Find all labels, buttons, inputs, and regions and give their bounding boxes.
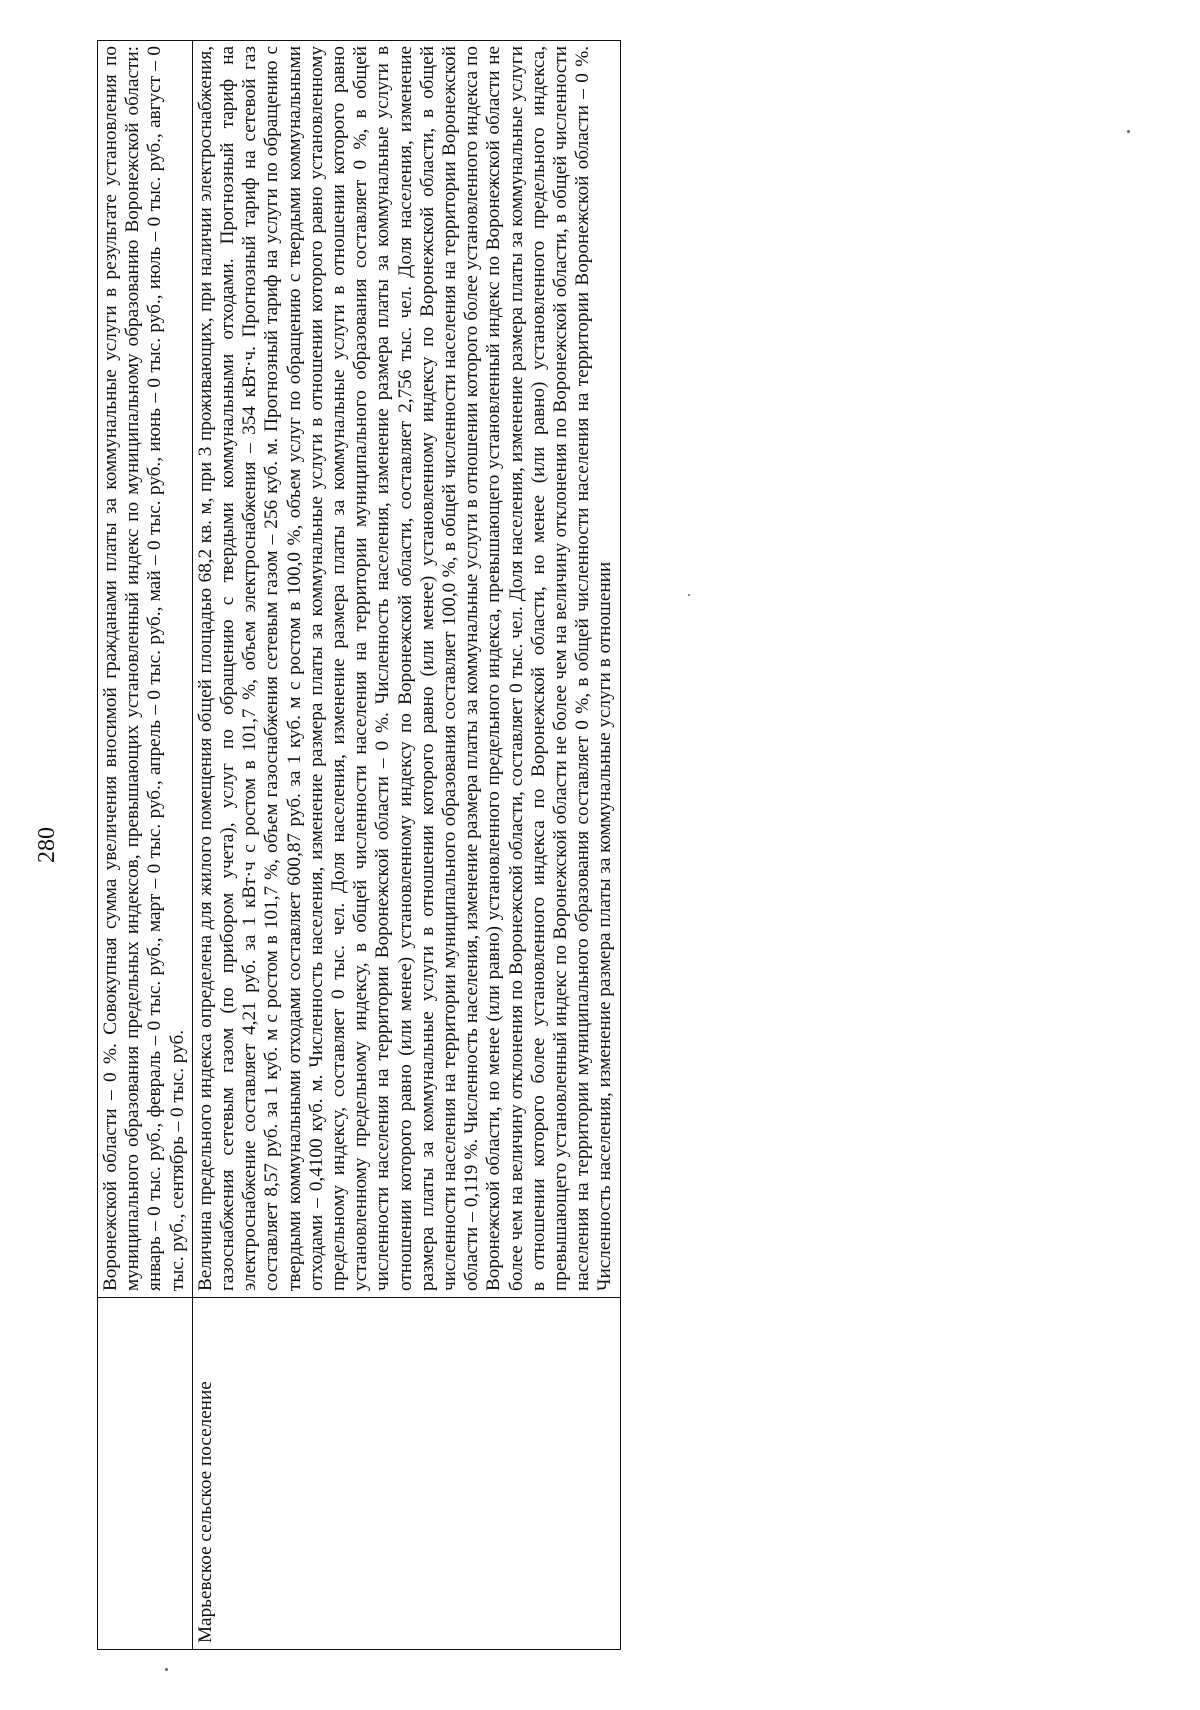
rotated-page bbox=[25, 40, 1095, 1650]
table-row bbox=[192, 41, 620, 1650]
description-cell: Воронежской области – 0 %. Совокупная сумма увеличения вносимой гражданами платы за коммунальные услуги в результате установления по муниципального образования предельных индексов, превышающих установленный индекс по муниципальному образованию Воронежской области: январь – 0 тыс. руб., февраль – 0 тыс. руб., март – 0 тыс. руб., апрель – 0 тыс. руб., май – 0 тыс. руб., июнь – 0 тыс. руб., июль – 0 тыс. руб., август – 0 тыс. руб., сентябрь – 0 тыс. руб. bbox=[98, 41, 193, 1298]
municipality-name-cell bbox=[98, 1298, 193, 1650]
description-cell: Величина предельного индекса определена для жилого помещения общей площадью 68,2 кв. м, при 3 проживающих, при наличии электроснабжения, газоснабжения сетевым газом (по прибором учета), услуг по обращению с твердыми коммунальными отходами. Прогнозный тариф на электроснабжение составляет 4,21 руб. за 1 кВт·ч с ростом в 101,7 %, объем электроснабжения – 354 кВт·ч. Прогнозный тариф на сетевой газ составляет 8,57 руб. за 1 куб. м с ростом в 101,7 %, объем газоснабжения сетевым газом – 256 куб. м. Прогнозный тариф на услуги по обращению с твердыми коммунальными отходами составляет 600,87 руб. за 1 куб. м с ростом в 100,0 %, объем услуг по обращению с твердыми коммунальными отходами – 0,4100 куб. м. Численность населения, изменение размера платы за коммунальные услуги в отношении которого равно установленному предельному индексу, составляет 0 тыс. чел. Доля населения, изменение размера платы за коммунальные услуги в отношении которого равно установленному предельному индексу, в общей численности населения на территории муниципального образования составляет 0 %, в общей численности населения на территории Воронежской области – 0 %. Численность населения, изменение размера платы за коммунальные услуги в отношении которого равно (или менее) установленному индексу по Воронежской области, составляет 2,756 тыс. чел. Доля населения, изменение размера платы за коммунальные услуги в отношении которого равно (или менее) установленному индексу по Воронежской области, в общей численности населения на территории муниципального образования составляет 100,0 %, в общей численности населения на территории Воронежской области – 0,119 %. Численность населения, изменение размера платы за коммунальные услуги в отношении которого более установленного индекса по Воронежской области, но менее (или равно) установленного предельного индекса, превышающего установленный индекс по Воронежской области не более чем на величину отклонения по Воронежской области, составляет 0 тыс. чел. Доля населения, изменение размера платы за коммунальные услуги в отношении которого более установленного индекса по Воронежской области, но менее (или равно) установленного предельного индекса, превышающего установленный индекс по Воронежской области не более чем на величину отклонения по Воронежской области, в общей численности населения на территории муниципального образования составляет 0 %, в общей численности населения на территории Воронежской области – 0 %. Численность населения, изменение размера платы за коммунальные услуги в отношении bbox=[192, 41, 620, 1298]
scan-speck bbox=[1127, 130, 1130, 133]
table-row bbox=[98, 41, 193, 1650]
scan-speck bbox=[688, 594, 690, 596]
municipality-name-cell: Марьевское сельское поселение bbox=[192, 1298, 620, 1650]
scan-speck bbox=[165, 1668, 168, 1671]
page-number: 280 bbox=[34, 827, 60, 863]
document-table bbox=[97, 40, 621, 1650]
